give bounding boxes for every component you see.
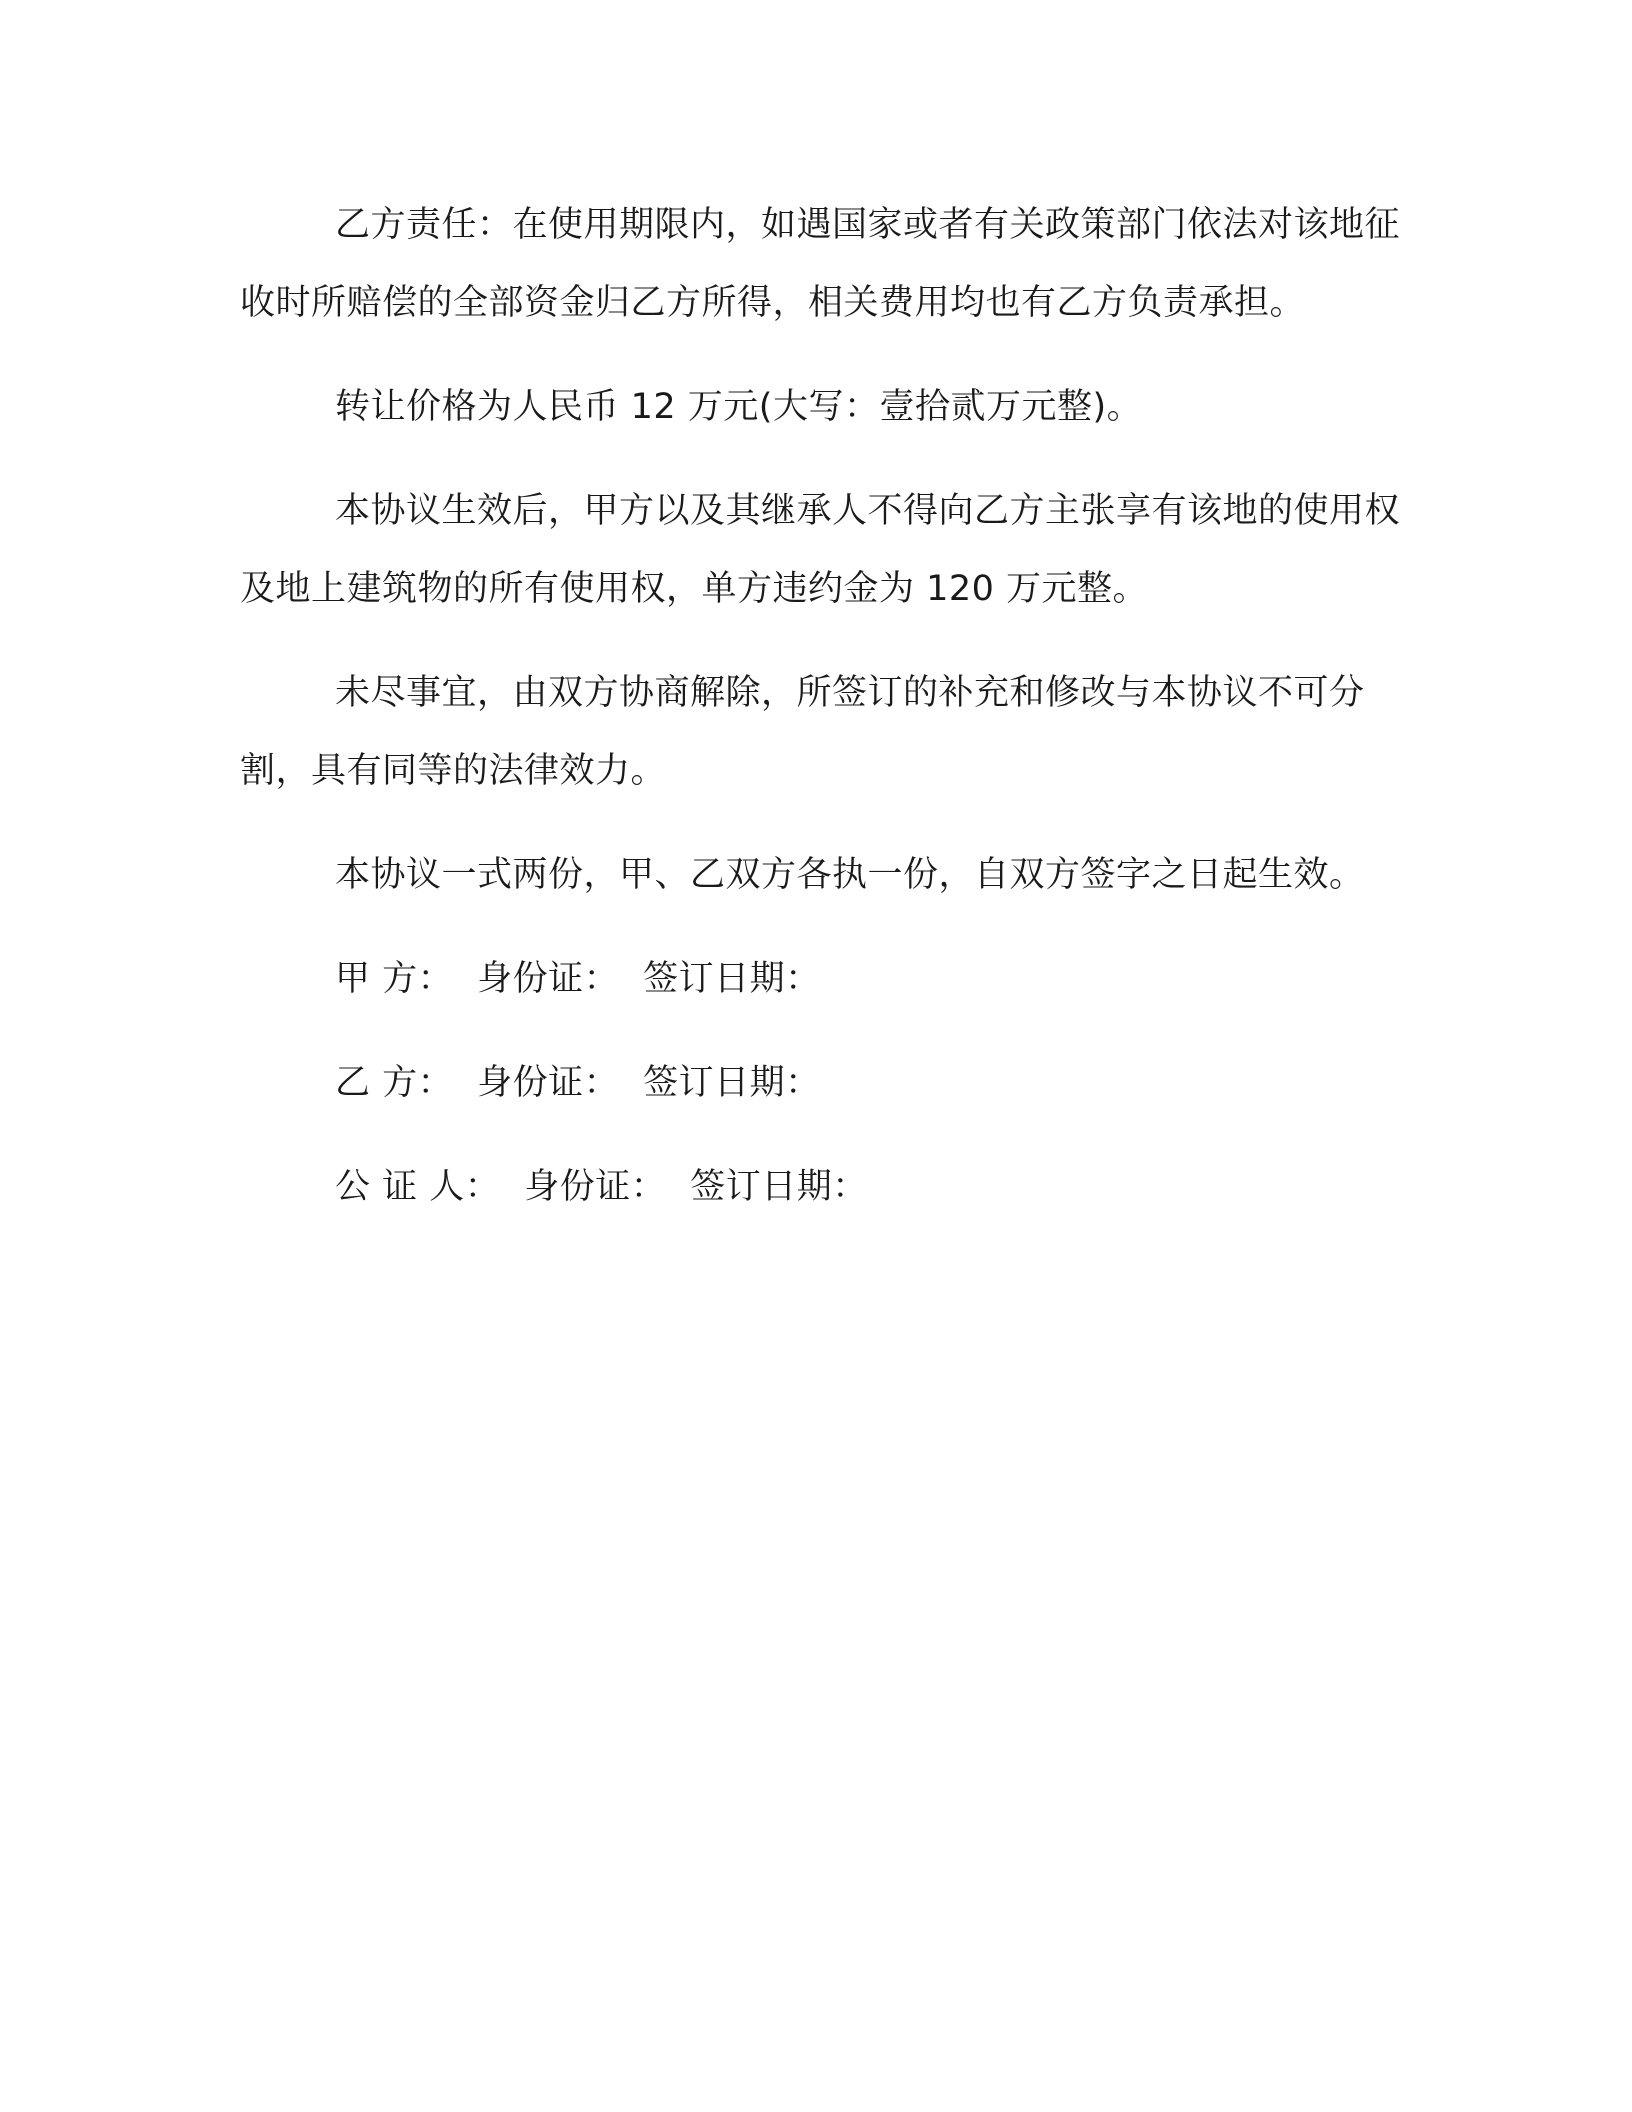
- signature-line-party-b: [240, 1044, 1400, 1122]
- clause-effect-and-penalty: 本协议生效后，甲方以及其继承人不得向乙方主张享有该地的使用权及地上建筑物的所有使用权，单方违约金为 120 万元整。: [240, 491, 1401, 609]
- agreement-body: [240, 186, 1400, 1252]
- clause-party-b-responsibility: 乙方责任：在使用期限内，如遇国家或者有关政策部门依法对该地征收时所赔偿的全部资金归乙方所得，相关费用均也有乙方负责承担。: [240, 205, 1401, 323]
- notary-date-label: 签订日期：: [690, 1167, 868, 1207]
- notary-label: 公 证 人：: [335, 1167, 501, 1207]
- party-b-label: 乙 方：: [335, 1063, 454, 1103]
- party-a-id-label: 身份证：: [477, 959, 620, 999]
- clause-copies: 本协议一式两份，甲、乙双方各执一份，自双方签字之日起生效。: [335, 855, 1365, 895]
- signature-line-notary: [240, 1148, 1400, 1226]
- signature-line-party-a: [240, 940, 1400, 1018]
- clause-transfer-price: 转让价格为人民币 12 万元(大写：壹拾贰万元整)。: [335, 387, 1143, 427]
- party-b-date-label: 签订日期：: [643, 1063, 821, 1103]
- clause-unresolved-matters: 未尽事宜，由双方协商解除，所签订的补充和修改与本协议不可分割，具有同等的法律效力。: [240, 673, 1365, 791]
- notary-id-label: 身份证：: [524, 1167, 667, 1207]
- party-a-date-label: 签订日期：: [643, 959, 821, 999]
- party-b-id-label: 身份证：: [477, 1063, 620, 1103]
- party-a-label: 甲 方：: [335, 959, 454, 999]
